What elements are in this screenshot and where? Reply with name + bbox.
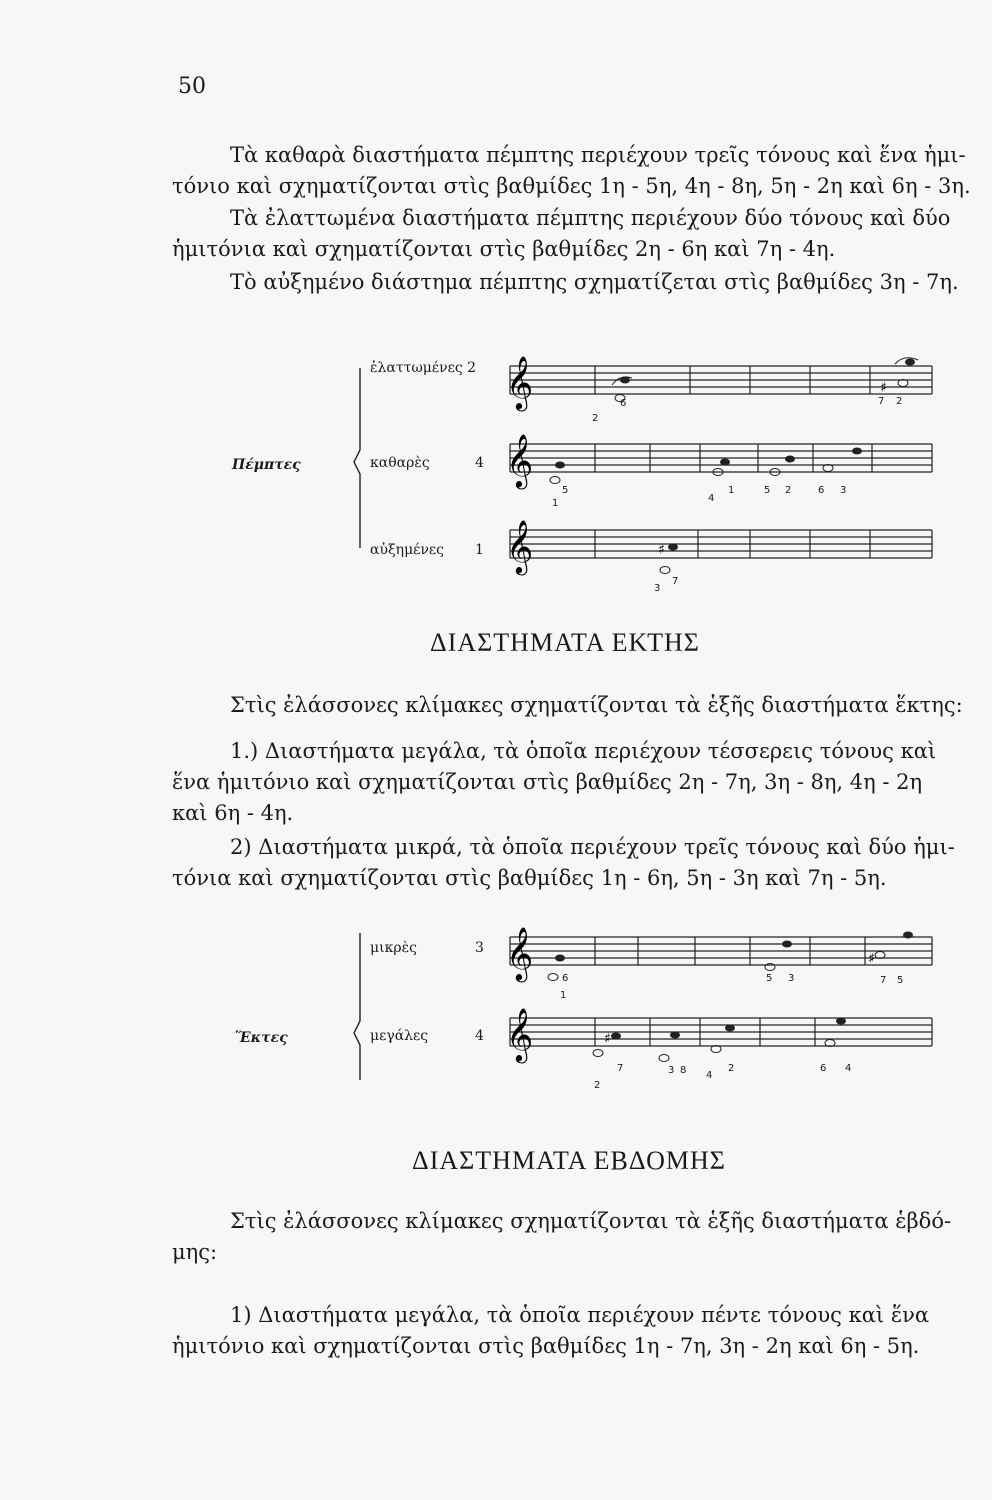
row-count: 3	[475, 940, 484, 956]
degree-label: 6	[562, 973, 569, 984]
staff-diminished	[506, 355, 932, 411]
text-line: Τὰ ἐλαττωμένα διαστήματα πέμπτης περιέχουν δύο τόνους καὶ δύο	[230, 206, 951, 230]
row-label-text: μεγάλες	[370, 1028, 429, 1044]
text-line: μης:	[172, 1240, 218, 1264]
text-line: ἡμιτόνια καὶ σχηματίζονται στὶς βαθμίδες 2η - 6η καὶ 7η - 4η.	[172, 237, 836, 261]
row-count: 4	[475, 455, 484, 471]
text-line: 1) Διαστήματα μεγάλα, τὰ ὁποῖα περιέχουν πέντε τόνους καὶ ἕνα	[230, 1303, 930, 1327]
sevenths-paragraph-1	[172, 1206, 992, 1268]
degree-label: 8	[680, 1065, 687, 1076]
degree-label: 6	[818, 485, 825, 496]
note-head	[550, 477, 560, 484]
text-line: 2) Διαστήματα μικρά, τὰ ὁποῖα περιέχουν τρεῖς τόνους καὶ δύο ἡμι-	[230, 835, 955, 859]
degree-label: 7	[672, 576, 679, 587]
row-label-major	[370, 1028, 428, 1044]
note-head	[725, 1025, 735, 1032]
text-line: Τὰ καθαρὰ διαστήματα πέμπτης περιέχουν τρεῖς τόνους καὶ ἕνα ἡμι-	[230, 143, 966, 167]
sixths-paragraph-1	[172, 690, 992, 721]
staff-perfect	[506, 433, 932, 489]
degree-label: 2	[785, 485, 792, 496]
group-label-sixths: Ἕκτες	[235, 1030, 288, 1046]
text-line: καὶ 6η - 4η.	[172, 801, 294, 825]
note-head	[782, 941, 792, 948]
degree-label: 5	[562, 485, 569, 496]
row-count: 4	[475, 1028, 484, 1044]
degree-label: 3	[788, 973, 795, 984]
degree-label: 1	[560, 990, 567, 1001]
fifths-paragraph-1	[172, 140, 992, 202]
text-line: ἕνα ἡμιτόνιο καὶ σχηματίζονται στὶς βαθμίδες 2η - 7η, 3η - 8η, 4η - 2η	[172, 770, 923, 794]
row-count: 2	[467, 360, 477, 376]
degree-label: 2	[896, 396, 903, 407]
note-head	[836, 1018, 846, 1025]
row-label-augmented	[370, 542, 444, 558]
degree-label: 3	[840, 485, 847, 496]
degree-label: 6	[620, 398, 627, 409]
note-head	[668, 544, 678, 551]
sharp-icon: ♯	[880, 380, 887, 396]
text-line: τόνια καὶ σχηματίζονται στὶς βαθμίδες 1η - 6η, 5η - 3η καὶ 7η - 5η.	[172, 866, 887, 890]
sharp-icon: ♯	[658, 542, 665, 558]
treble-clef-icon: 𝄞	[506, 926, 534, 980]
treble-clef-icon: 𝄞	[506, 433, 534, 487]
section-heading-sevenths: ΔΙΑΣΤΗΜΑΤΑ ΕΒΔΟΜΗΣ	[412, 1146, 726, 1175]
section-heading-sixths: ΔΙΑΣΤΗΜΑΤΑ ΕΚΤΗΣ	[430, 628, 700, 657]
degree-label: 2	[728, 1063, 735, 1074]
treble-clef-icon: 𝄞	[506, 355, 534, 409]
note-head	[555, 955, 565, 962]
staff-minor	[506, 926, 932, 982]
row-label-minor	[370, 940, 417, 956]
group-label-fifths: Πέμπτες	[232, 457, 301, 473]
degree-label: 1	[552, 498, 559, 509]
note-head	[720, 459, 730, 466]
degree-label: 5	[764, 485, 771, 496]
note-head	[611, 1033, 621, 1040]
fifths-music-example	[220, 350, 950, 610]
degree-label: 4	[708, 493, 715, 504]
row-count: 1	[475, 542, 484, 558]
note-head	[905, 359, 915, 366]
degree-label: 4	[706, 1070, 713, 1081]
page-number: 50	[178, 74, 206, 99]
degree-label: 1	[728, 485, 735, 496]
row-label-perfect	[370, 455, 430, 471]
degree-label: 5	[897, 975, 904, 986]
row-label-text: καθαρὲς	[370, 455, 430, 471]
fifths-paragraph-3	[172, 267, 992, 298]
group-brace	[354, 933, 360, 1080]
note-head	[670, 1032, 680, 1039]
note-head	[785, 456, 795, 463]
note-head	[593, 1050, 603, 1057]
note-head	[555, 462, 565, 469]
fifths-paragraph-2	[172, 203, 992, 265]
text-line: ἡμιτόνιο καὶ σχηματίζονται στὶς βαθμίδες 1η - 7η, 3η - 2η καὶ 6η - 5η.	[172, 1334, 920, 1358]
sixths-music-example	[220, 915, 950, 1095]
degree-label: 5	[766, 973, 773, 984]
degree-label: 3	[654, 583, 661, 594]
sharp-icon: ♯	[868, 951, 875, 967]
row-label-text: αὐξημένες	[370, 542, 445, 558]
note-head	[659, 1055, 669, 1062]
row-label-text: ἐλαττωμένες	[370, 360, 463, 376]
degree-label: 7	[878, 396, 885, 407]
text-line: Τὸ αὐξημένο διάστημα πέμπτης σχηματίζεται στὶς βαθμίδες 3η - 7η.	[230, 270, 959, 294]
note-head	[852, 448, 862, 455]
degree-label: 3	[668, 1065, 675, 1076]
note-head	[903, 932, 913, 939]
row-label-text: μικρὲς	[370, 940, 417, 956]
text-line: Στὶς ἐλάσσονες κλίμακες σχηματίζονται τὰ ἑξῆς διαστήματα ἕκτης:	[230, 693, 963, 717]
sixths-paragraph-3	[172, 832, 992, 894]
treble-clef-icon: 𝄞	[506, 519, 534, 573]
degree-label: 2	[594, 1080, 601, 1091]
degree-label: 7	[617, 1063, 624, 1074]
degree-label: 2	[592, 413, 599, 424]
sharp-icon: ♯	[604, 1031, 611, 1047]
staff-major	[506, 1007, 932, 1063]
degree-label: 6	[820, 1063, 827, 1074]
text-line: 1.) Διαστήματα μεγάλα, τὰ ὁποῖα περιέχουν τέσσερεις τόνους καὶ	[230, 739, 937, 763]
staff-augmented	[506, 519, 932, 575]
degree-label: 7	[880, 975, 887, 986]
sixths-paragraph-2	[172, 736, 992, 829]
group-brace	[354, 368, 360, 548]
note-head	[660, 567, 670, 574]
text-line: Στὶς ἐλάσσονες κλίμακες σχηματίζονται τὰ ἑξῆς διαστήματα ἑβδό-	[230, 1209, 952, 1233]
note-head	[548, 974, 558, 981]
treble-clef-icon: 𝄞	[506, 1007, 534, 1061]
sevenths-paragraph-2	[172, 1300, 992, 1362]
degree-label: 4	[845, 1063, 852, 1074]
text-line: τόνιο καὶ σχηματίζονται στὶς βαθμίδες 1η - 5η, 4η - 8η, 5η - 2η καὶ 6η - 3η.	[172, 174, 971, 198]
row-label-diminished	[370, 360, 476, 376]
